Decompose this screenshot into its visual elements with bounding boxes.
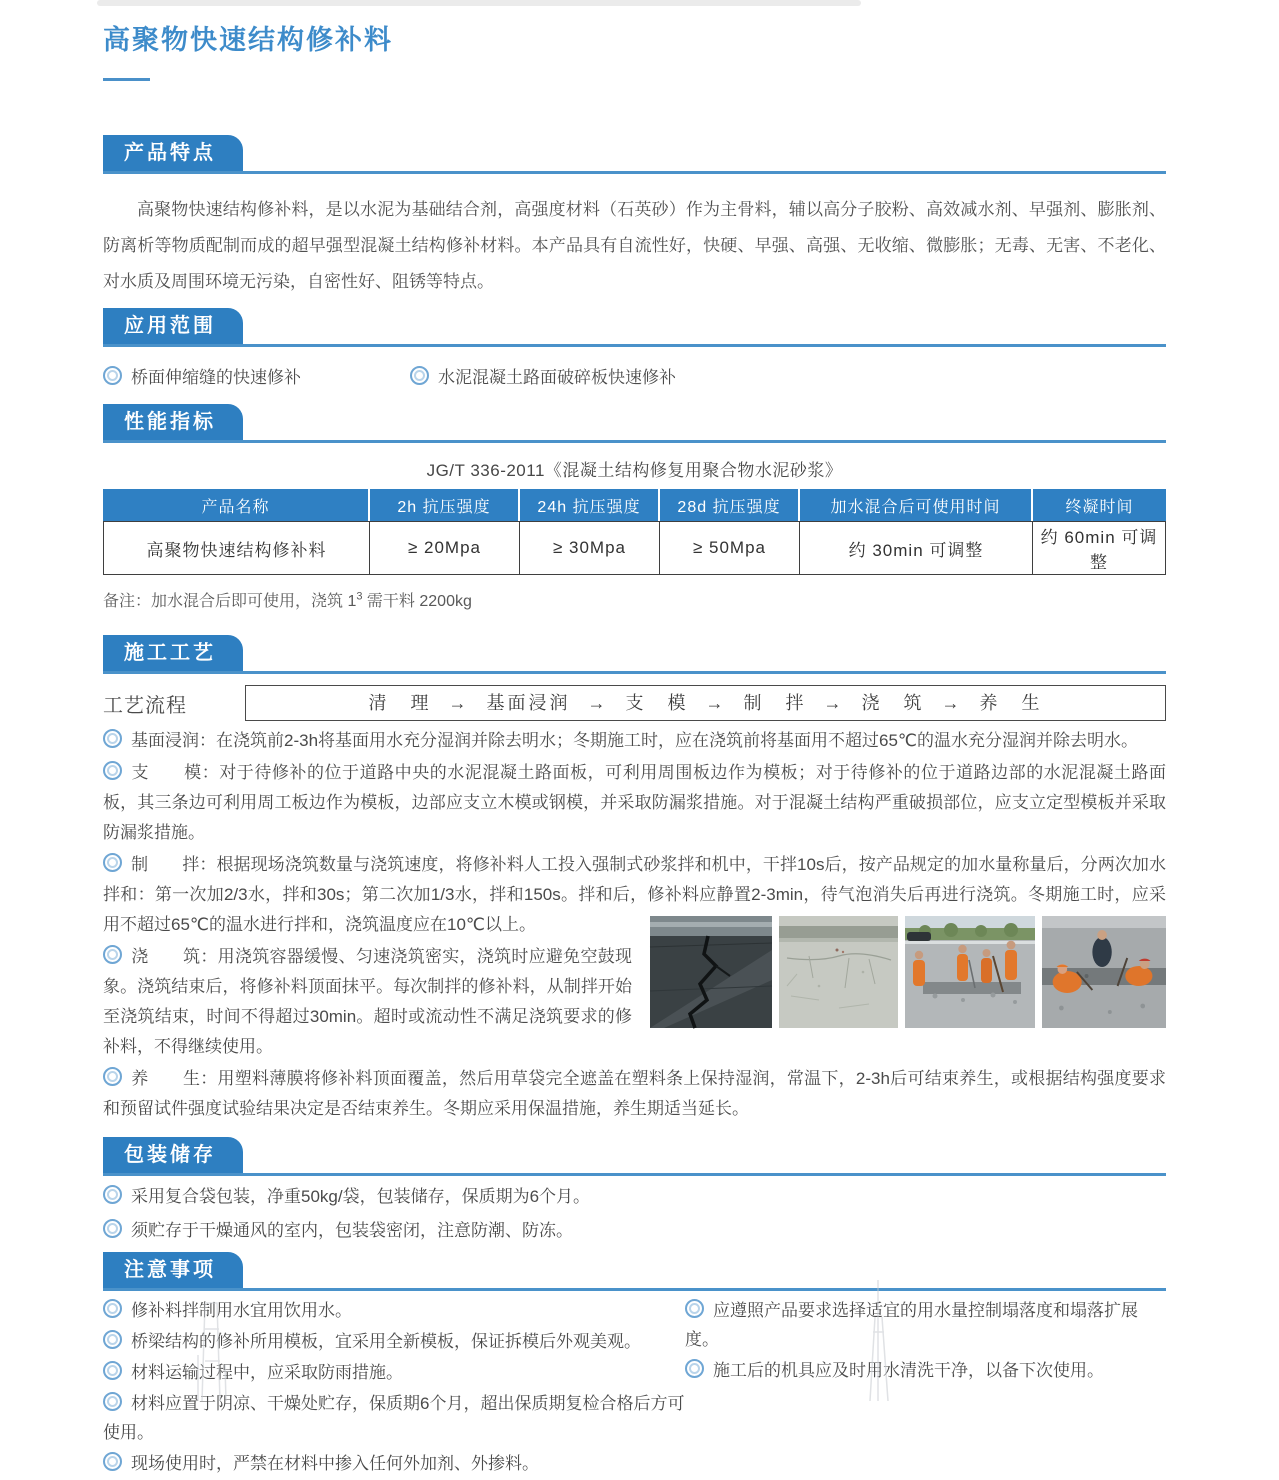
table-cell: ≥ 30Mpa [520, 521, 660, 575]
remark-superscript: 3 [356, 590, 363, 603]
note-item-text: 材料应置于阴凉、干燥处贮存，保质期6个月，超出保质期复检合格后方可使用。 [103, 1394, 685, 1442]
ring-bullet-icon [103, 1185, 122, 1204]
ring-bullet-icon [103, 729, 122, 748]
note-item-text: 材料运输过程中，应采取防雨措施。 [131, 1363, 403, 1382]
step-text: 制 拌：根据现场浇筑数量与浇筑速度，将修补料人工投入强制式砂浆拌和机中，干拌10s后，按产品规定的加水量称量后，分两次加水拌和：第一次加2/3水，拌和30s；第二次加1/3水，拌和150s。拌和后，修补料应静置2-3min，待气泡消失后再进行浇筑。冬期施工时，应采用不超过65℃的温水进行拌和，浇筑温度应在10℃以上。 [103, 855, 1166, 934]
section-tab-notes: 注意事项 [103, 1252, 243, 1288]
features-paragraph: 高聚物快速结构修补料，是以水泥为基础结合剂，高强度材料（石英砂）作为主骨料，辅以高分子胶粉、高效减水剂、早强剂、膨胀剂、防离析等物质配制而成的超早强型混凝土结构修补材料。本产品具有自流性好，快硬、早强、高强、无收缩、微膨胀；无毒、无害、不老化、对水质及周围环境无污染，自密性好、阻锈等特点。 [103, 200, 1166, 291]
remark-text: 备注：加水混合后即可使用，浇筑 1 [103, 593, 357, 610]
section-header-process [103, 635, 1166, 674]
table-header-cell: 2h 抗压强度 [370, 489, 520, 521]
ring-bullet-icon [103, 1299, 122, 1318]
section-header-storage [103, 1137, 1166, 1176]
ring-bullet-icon [103, 1392, 122, 1411]
application-item [103, 363, 410, 388]
section-header-performance [103, 404, 1166, 443]
ring-bullet-icon [103, 1361, 122, 1380]
ring-bullet-icon [410, 366, 429, 385]
note-item [685, 1356, 1166, 1385]
table-cell: 高聚物快速结构修补料 [103, 521, 370, 575]
note-item-text: 施工后的机具应及时用水清洗干净，以备下次使用。 [713, 1361, 1104, 1380]
storage-item-text: 须贮存于干燥通风的室内，包装袋密闭，注意防潮、防冻。 [131, 1221, 573, 1240]
section-header-notes [103, 1252, 1166, 1291]
performance-table [103, 489, 1166, 575]
flow-label: 工艺流程 [103, 694, 187, 717]
process-step-pouring [103, 942, 1166, 1062]
section-header-features [103, 135, 1166, 174]
table-header-cell: 终凝时间 [1033, 489, 1166, 521]
site-photo-strip [650, 916, 1166, 1028]
section-tab-process: 施工工艺 [103, 635, 243, 671]
application-item-label: 水泥混凝土路面破碎板快速修补 [438, 368, 676, 387]
flow-sequence-box: 清 理 → 基面浸润 → 支 模 → 制 拌 → 浇 筑 → 养 生 [245, 685, 1166, 721]
note-item-text: 现场使用时，严禁在材料中掺入任何外加剂、外掺料。 [131, 1454, 539, 1473]
step-text: 养 生：用塑料薄膜将修补料顶面覆盖，然后用草袋完全遮盖在塑料条上保持湿润，常温下，2-3h后可结束养生，或根据结构强度要求和预留试件强度试验结果决定是否结束养生。冬期应采用保温措施，养生期适当延长。 [103, 1069, 1166, 1118]
notes-columns [103, 1296, 1166, 1480]
title-underline [103, 78, 150, 81]
step-text: 基面浸润：在浇筑前2-3h将基面用水充分湿润并除去明水；冬期施工时，应在浇筑前将基面用不超过65℃的温水充分湿润并除去明水。 [131, 731, 1139, 750]
standard-reference: JG/T 336-2011《混凝土结构修复用聚合物水泥砂浆》 [426, 461, 843, 480]
watermark-spire-right [856, 1272, 902, 1401]
notes-right-column [685, 1296, 1166, 1480]
table-remark [103, 588, 1166, 611]
step-text: 浇 筑：用浇筑容器缓慢、匀速浇筑密实，浇筑时应避免空鼓现象。浇筑结束后，将修补料顶面抹平。每次制拌的修补料，从制拌开始至浇筑结束，时间不得超过30min。超时或流动性不满足浇筑要求的修补料，不得继续使用。 [103, 947, 632, 1056]
table-cell: ≥ 20Mpa [370, 521, 520, 575]
process-steps [103, 726, 1166, 1124]
table-header-cell: 产品名称 [103, 489, 370, 521]
ring-bullet-icon [103, 1452, 122, 1471]
table-cell: 约 60min 可调整 [1033, 521, 1166, 575]
applications-list [103, 363, 1166, 388]
ring-bullet-icon [685, 1359, 704, 1378]
dark-cracked-pavement-photo [650, 916, 772, 1028]
table-cell: ≥ 50Mpa [660, 521, 800, 575]
watermark-tower-left [172, 1295, 247, 1401]
page-title: 高聚物快速结构修补料 [103, 25, 393, 55]
process-step-base-wetting [103, 726, 1166, 756]
table-header-cell: 28d 抗压强度 [660, 489, 800, 521]
application-item [410, 363, 676, 388]
process-flow-row [103, 685, 1166, 721]
ring-bullet-icon [103, 1219, 122, 1238]
ring-bullet-icon [103, 366, 122, 385]
note-item [685, 1296, 1166, 1354]
road-joint-repair-workers-photo [905, 916, 1035, 1028]
storage-item [103, 1216, 1166, 1246]
section-header-applications [103, 308, 1166, 347]
process-step-curing [103, 1064, 1166, 1124]
note-item-text: 桥梁结构的修补所用模板，宜采用全新模板，保证拆模后外观美观。 [131, 1332, 641, 1351]
application-item-label: 桥面伸缩缝的快速修补 [131, 368, 301, 387]
ring-bullet-icon [685, 1299, 704, 1318]
table-header-row [103, 489, 1166, 521]
table-header-cell: 加水混合后可使用时间 [800, 489, 1033, 521]
ring-bullet-icon [103, 761, 122, 780]
note-item-text: 应遵照产品要求选择适宜的用水量控制塌落度和塌落扩展度。 [685, 1301, 1138, 1349]
step-text: 支 模：对于待修补的位于道路中央的水泥混凝土路面板，可利用周围板边作为模板；对于待修补的位于道路边部的水泥混凝土路面板，其三条边可利用周工板边作为模板，边部应支立木模或钢模，并采取防漏浆措施。对于混凝土结构严重破损部位，应支立定型模板并采取防漏浆措施。 [103, 763, 1166, 842]
note-item [103, 1449, 685, 1478]
ring-bullet-icon [103, 1330, 122, 1349]
remark-text-suffix: 需干料 2200kg [362, 593, 472, 610]
section-tab-features: 产品特点 [103, 135, 243, 171]
section-tab-storage: 包装储存 [103, 1137, 243, 1173]
ring-bullet-icon [103, 853, 122, 872]
note-item-text: 修补料拌制用水宜用饮用水。 [131, 1301, 352, 1320]
page-content [103, 0, 1166, 1480]
section-tab-applications: 应用范围 [103, 308, 243, 344]
table-header-cell: 24h 抗压强度 [520, 489, 660, 521]
cracked-concrete-slab-photo [779, 916, 898, 1028]
ring-bullet-icon [103, 945, 122, 964]
storage-item-text: 采用复合袋包装，净重50kg/袋，包装储存，保质期为6个月。 [131, 1187, 591, 1206]
table-cell: 约 30min 可调整 [800, 521, 1033, 575]
storage-item [103, 1182, 1166, 1212]
ring-bullet-icon [103, 1067, 122, 1086]
section-tab-performance: 性能指标 [103, 404, 243, 440]
table-row [103, 521, 1166, 575]
workers-patching-pavement-photo [1042, 916, 1166, 1028]
process-step-formwork [103, 758, 1166, 848]
storage-list [103, 1182, 1166, 1246]
